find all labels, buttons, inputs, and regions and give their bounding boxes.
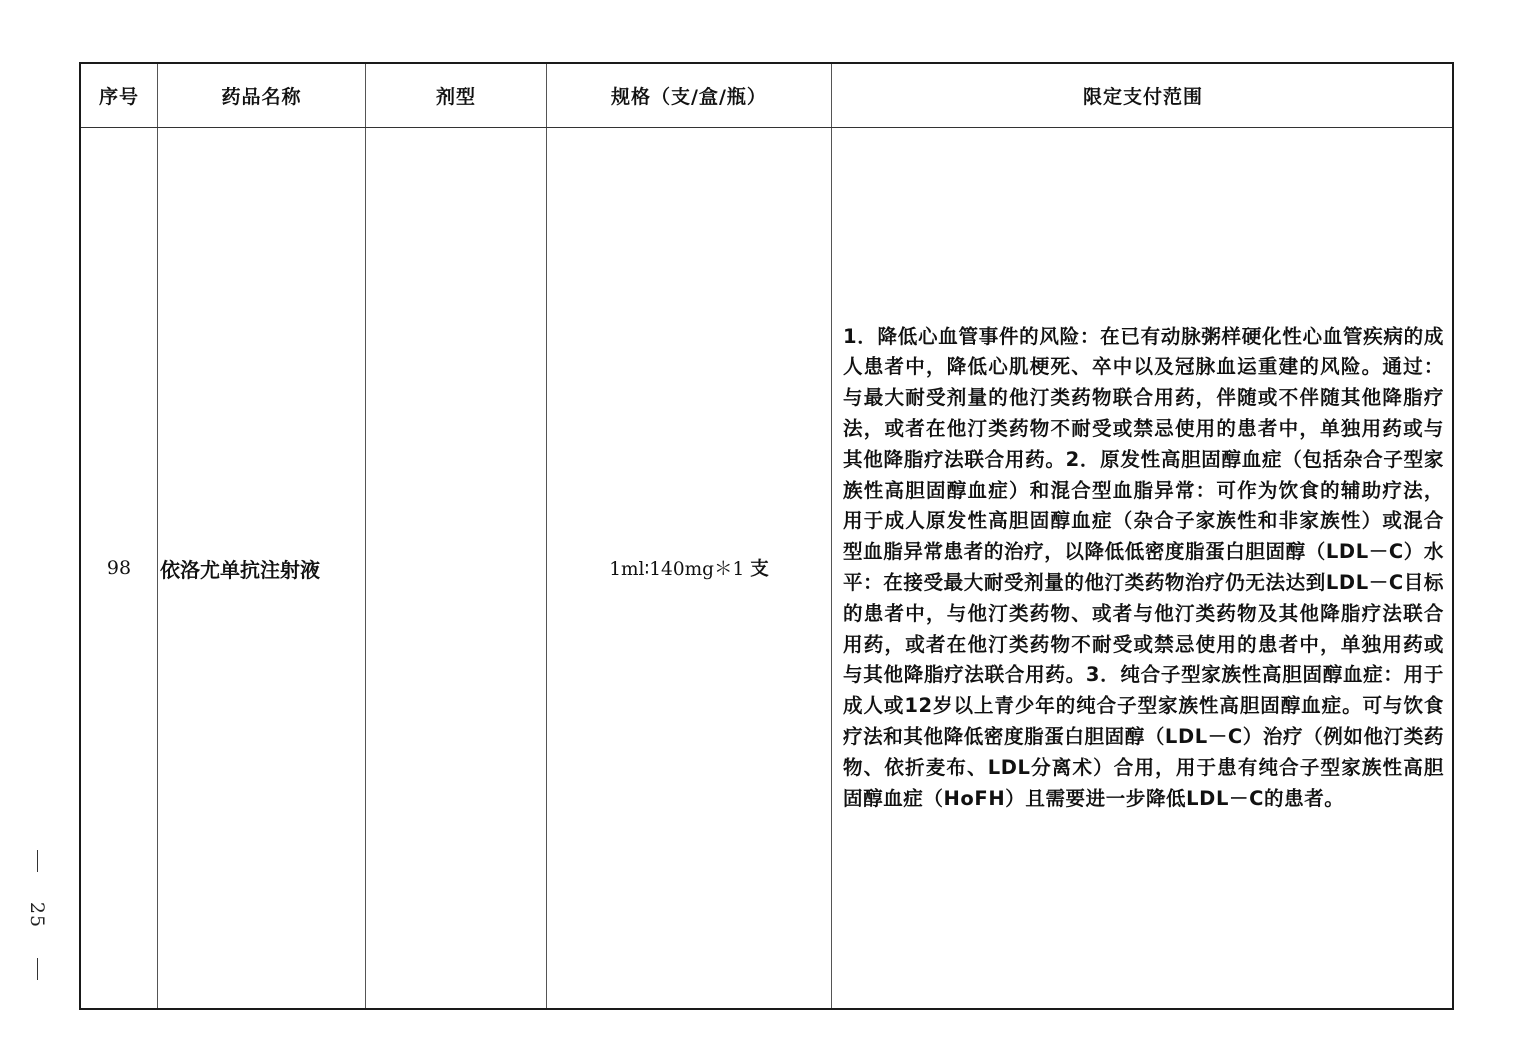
header-specification: 规格（支/盒/瓶） (611, 86, 767, 108)
row-specification (547, 128, 831, 1008)
row-drug-name: 依洛尤单抗注射液 (160, 557, 320, 582)
header-dosage-form: 剂型 (435, 86, 476, 108)
header-payment-scope: 限定支付范围 (1082, 86, 1203, 108)
payment-scope-text: 1．降低心血管事件的风险：在已有动脉粥样硬化性心血管疾病的成人患者中，降低心肌梗死、卒中以及冠脉血运重建的风险。通过：与最大耐受剂量的他汀类药物联合用药，伴随或不伴随其他降脂疗法，或者在他汀类药物不耐受或禁忌使用的患者中，单独用药或与其他降脂疗法联合用药。2．原发性高胆固醇血症（包括杂合子型家族性高胆固醇血症）和混合型血脂异常：可作为饮食的辅助疗法，用于成人原发性高胆固醇血症（杂合子家族性和非家族性）或混合型血脂异常患者的治疗，以降低低密度脂蛋白胆固醇（LDL－C）水平：在接受最大耐受剂量的他汀类药物治疗仍无法达到LDL－C目标的患者中，与他汀类药物、或者与他汀类药物及其他降脂疗法联合用药，或者在他汀类药物不耐受或禁忌使用的患者中，单独用药或与其他降脂疗法联合用药。3．纯合子型家族性高胆固醇血症：用于成人或12岁以上青少年的纯合子型家族性高胆固醇血症。可与饮食疗法和其他降低密度脂蛋白胆固醇（LDL－C）治疗（例如他汀类药物、依折麦布、LDL分离术）合用，用于患有纯合子型家族性高胆固醇血症（HoFH）且需要进一步降低LDL－C的患者。 (843, 324, 1444, 810)
spec-unit: 支 (750, 559, 769, 580)
page-number-dash (37, 958, 38, 980)
row-seq: 98 (106, 557, 132, 579)
page-number-dash (37, 850, 38, 872)
page-number (22, 850, 52, 980)
row-dosage-form (366, 128, 546, 1008)
header-drug-name: 药品名称 (221, 86, 302, 108)
page-number-value: 25 (26, 901, 48, 929)
drug-table (79, 62, 1454, 1010)
row-payment-scope (832, 128, 1454, 1008)
header-seq: 序号 (98, 86, 139, 108)
spec-value: 1ml∶140mg＊1 (609, 559, 745, 580)
